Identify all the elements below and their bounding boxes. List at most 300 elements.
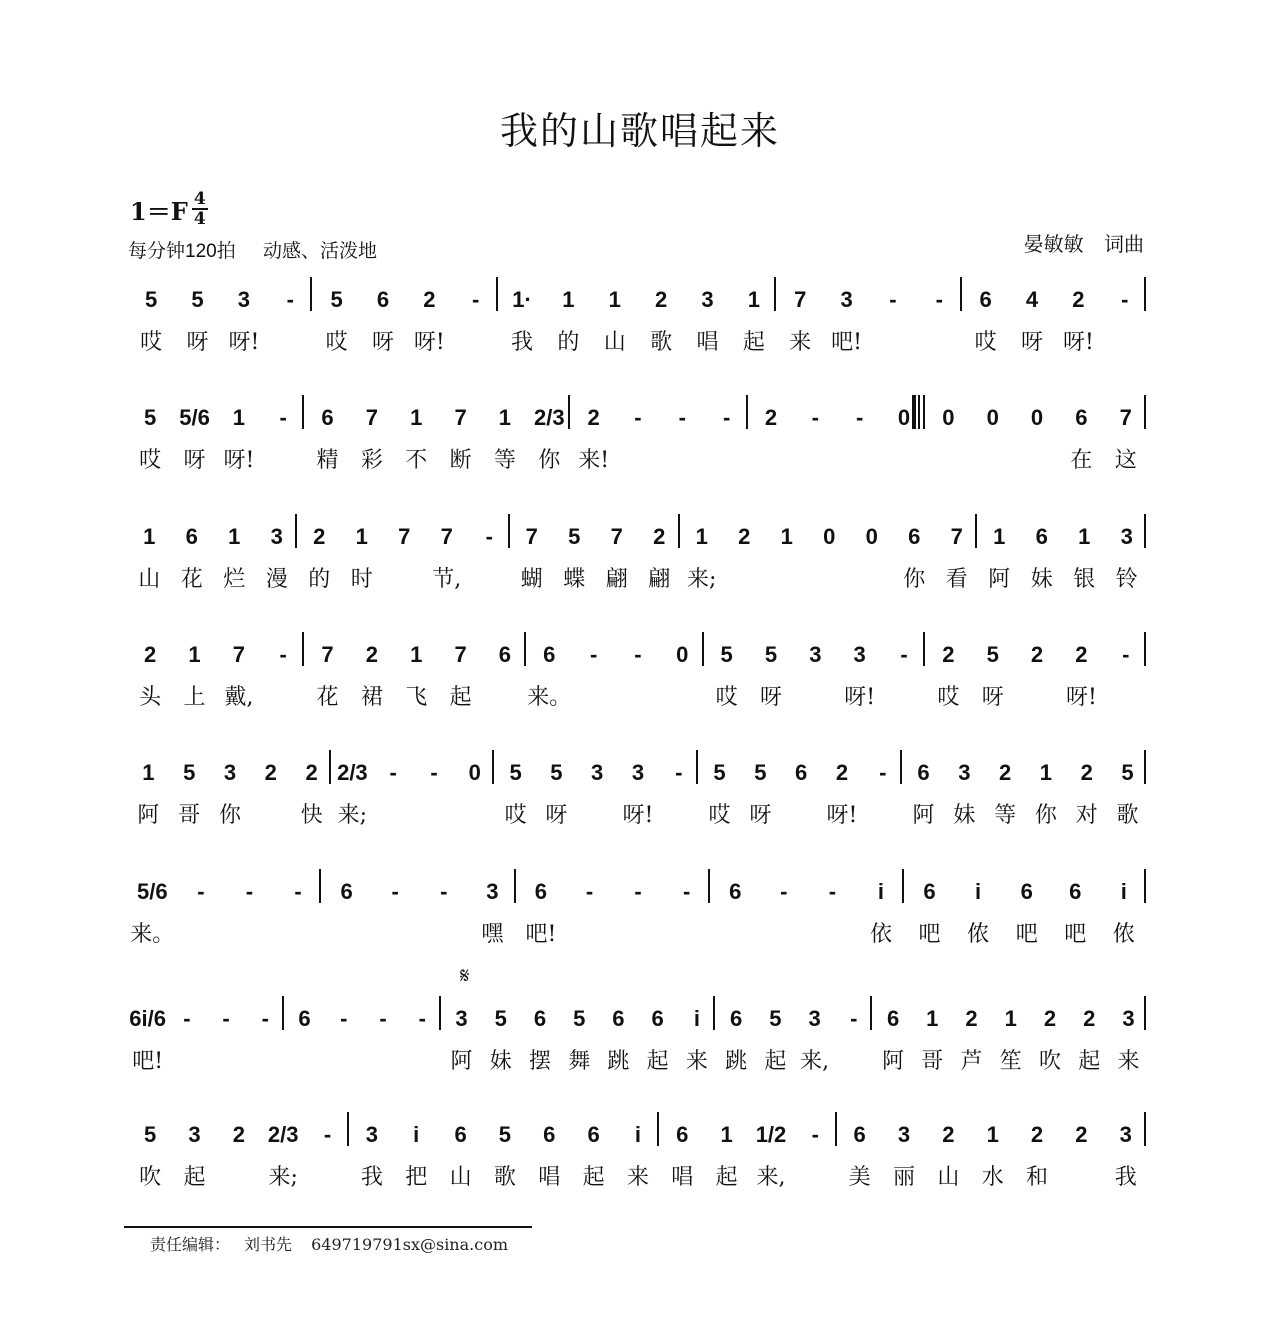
note: 2 bbox=[365, 642, 379, 667]
lyric-syllable: 吧! bbox=[132, 1049, 164, 1074]
lyric-syllable: 这 bbox=[1114, 448, 1137, 473]
score-system bbox=[0, 758, 1280, 858]
barline bbox=[713, 996, 715, 1030]
note: 4 bbox=[1025, 287, 1039, 312]
lyric-syllable bbox=[766, 562, 809, 593]
note: 6 bbox=[886, 1006, 900, 1031]
lyric-syllable bbox=[660, 680, 704, 711]
lyric-syllable: 把 bbox=[405, 1165, 428, 1190]
note: 5 bbox=[183, 760, 196, 785]
note: 2 bbox=[264, 760, 277, 785]
note: - bbox=[418, 1006, 426, 1031]
note: 2 bbox=[587, 405, 600, 430]
note: - bbox=[294, 879, 302, 904]
note: 6 bbox=[587, 1122, 600, 1147]
lyric-syllable: 飞 bbox=[405, 685, 428, 710]
note: 6 bbox=[612, 1006, 625, 1031]
note: 3 bbox=[701, 287, 714, 312]
lyric-syllable: 等 bbox=[493, 448, 516, 473]
note: 6 bbox=[533, 1006, 547, 1031]
note: 3 bbox=[631, 760, 645, 785]
note: 2 bbox=[942, 642, 955, 667]
barline bbox=[319, 869, 321, 903]
note: 6 bbox=[1069, 879, 1082, 904]
note: 5 bbox=[720, 642, 733, 667]
lyric-syllable: 来 bbox=[626, 1165, 649, 1190]
note: 2 bbox=[144, 642, 157, 667]
lyric-syllable bbox=[749, 443, 793, 474]
lyric-syllable: 我 bbox=[511, 330, 534, 355]
lyric-syllable bbox=[1015, 443, 1059, 474]
note: 1 bbox=[720, 1122, 733, 1147]
lyric-syllable bbox=[658, 798, 699, 829]
barline bbox=[975, 514, 977, 548]
barline-end bbox=[1144, 1112, 1146, 1146]
note: 6 bbox=[917, 760, 930, 785]
lyric-syllable: 来; bbox=[337, 803, 368, 828]
note: - bbox=[245, 879, 254, 904]
lyric-syllable bbox=[363, 1044, 402, 1075]
score-system bbox=[0, 640, 1280, 740]
lyric-syllable bbox=[246, 1044, 285, 1075]
note: 1 bbox=[410, 405, 423, 430]
lyric-syllable: 舞 bbox=[568, 1049, 591, 1074]
note: 3 bbox=[853, 642, 866, 667]
note: 3 bbox=[1120, 524, 1133, 549]
note: i bbox=[693, 1006, 700, 1031]
tempo-mood: 动感、活泼地 bbox=[262, 241, 377, 262]
note: 6 bbox=[534, 879, 548, 904]
note: 1 bbox=[232, 405, 245, 430]
lyric-row bbox=[128, 798, 1148, 829]
barline bbox=[900, 750, 902, 784]
note: 2 bbox=[1080, 760, 1093, 785]
lyric-syllable bbox=[1059, 1160, 1103, 1191]
lyric-row bbox=[128, 917, 1148, 948]
lyric-syllable bbox=[1102, 325, 1148, 356]
note: 1 bbox=[747, 287, 760, 312]
lyric-syllable: 蝶 bbox=[563, 567, 586, 592]
note: 5 bbox=[509, 760, 522, 785]
lyric-syllable bbox=[453, 325, 499, 356]
note: 5 bbox=[754, 760, 767, 785]
lyric-syllable bbox=[870, 325, 916, 356]
score-system bbox=[0, 522, 1280, 622]
lyric-syllable bbox=[711, 917, 760, 948]
lyric-syllable: 来 bbox=[685, 1049, 708, 1074]
note: 2 bbox=[313, 524, 326, 549]
note: - bbox=[261, 1006, 269, 1031]
lyric-syllable: 翩 bbox=[605, 567, 628, 592]
lyric-syllable: 你 bbox=[538, 448, 561, 473]
barline bbox=[439, 996, 441, 1030]
lyric-syllable: 呀 bbox=[186, 330, 209, 355]
lyric-syllable bbox=[616, 680, 660, 711]
note: - bbox=[430, 760, 438, 785]
note: - bbox=[811, 405, 819, 430]
note: 6 bbox=[376, 287, 390, 312]
lyric-syllable: 不 bbox=[405, 448, 428, 473]
lyric-syllable: 铃 bbox=[1115, 567, 1138, 592]
note: 1 bbox=[993, 524, 1006, 549]
lyric-syllable bbox=[305, 1160, 349, 1191]
lyric-row bbox=[128, 1044, 1148, 1075]
note: 6 bbox=[543, 642, 556, 667]
lyric-syllable bbox=[1104, 680, 1148, 711]
lyric-syllable: 哎 bbox=[715, 685, 738, 710]
lyric-syllable: 哎 bbox=[325, 330, 348, 355]
note: 3 bbox=[188, 1122, 201, 1147]
note: - bbox=[389, 760, 397, 785]
lyric-syllable: 山 bbox=[603, 330, 626, 355]
note: - bbox=[634, 405, 642, 430]
barline bbox=[302, 632, 304, 666]
key-signature bbox=[130, 190, 208, 228]
barline bbox=[657, 1112, 659, 1146]
lyric-syllable: 山 bbox=[937, 1165, 960, 1190]
note: 2 bbox=[423, 287, 436, 312]
lyric-syllable bbox=[414, 798, 455, 829]
note: 0 bbox=[676, 642, 689, 667]
note: i bbox=[634, 1122, 642, 1147]
lyric-syllable: 节, bbox=[432, 567, 462, 592]
note: 7 bbox=[1119, 405, 1132, 430]
footer-editor-label: 责任编辑： bbox=[150, 1235, 231, 1254]
note: - bbox=[183, 1006, 191, 1031]
note: 6 bbox=[923, 879, 936, 904]
score-system bbox=[0, 877, 1280, 977]
note: 1 bbox=[142, 760, 155, 785]
lyric-syllable: 起 bbox=[646, 1049, 669, 1074]
time-signature bbox=[192, 190, 208, 228]
note: 5 bbox=[144, 1122, 157, 1147]
lyric-syllable bbox=[177, 917, 226, 948]
note: 1 bbox=[1078, 524, 1091, 549]
note: - bbox=[811, 1122, 819, 1147]
note: - bbox=[678, 405, 686, 430]
note-row bbox=[128, 1122, 1148, 1162]
lyric-syllable: 跳 bbox=[607, 1049, 630, 1074]
note: 6 bbox=[185, 524, 198, 549]
note: 0 bbox=[1030, 405, 1044, 430]
note-row bbox=[128, 642, 1148, 682]
note: - bbox=[682, 879, 691, 904]
lyric-syllable: 妹 bbox=[1030, 567, 1053, 592]
lyric-syllable: 头 bbox=[139, 685, 162, 710]
barline bbox=[774, 277, 776, 311]
lyric-syllable bbox=[723, 562, 766, 593]
lyric-syllable: 吹 bbox=[1039, 1049, 1062, 1074]
note: 5 bbox=[1121, 760, 1134, 785]
lyric-syllable: 在 bbox=[1070, 448, 1093, 473]
lyric-syllable: 起 bbox=[449, 685, 472, 710]
note: 6 bbox=[298, 1006, 311, 1031]
note: 2 bbox=[1030, 642, 1044, 667]
note: 3 bbox=[365, 1122, 379, 1147]
lyric-syllable: 的 bbox=[557, 330, 580, 355]
note: i bbox=[413, 1122, 420, 1147]
note: - bbox=[1121, 287, 1129, 312]
note: 5 bbox=[573, 1006, 586, 1031]
note: 2 bbox=[655, 287, 668, 312]
note: - bbox=[340, 1006, 348, 1031]
footer-email: 649719791sx@sina.com bbox=[311, 1235, 508, 1254]
lyric-syllable: 呀! bbox=[826, 803, 858, 828]
note: 1 bbox=[986, 1122, 999, 1147]
lyric-syllable bbox=[225, 917, 274, 948]
lyric-syllable: 丽 bbox=[893, 1165, 916, 1190]
note-row bbox=[128, 405, 1148, 445]
lyric-syllable: 的 bbox=[308, 567, 331, 592]
lyric-syllable: 笙 bbox=[999, 1049, 1022, 1074]
note: 1/2 bbox=[755, 1122, 787, 1147]
barline bbox=[702, 632, 704, 666]
note: - bbox=[279, 405, 287, 430]
lyric-syllable bbox=[403, 1044, 442, 1075]
lyric-syllable: 跳 bbox=[725, 1049, 748, 1074]
lyric-syllable: 哥 bbox=[921, 1049, 944, 1074]
note: 6 bbox=[651, 1006, 664, 1031]
barline-end bbox=[1144, 632, 1146, 666]
barline-end bbox=[1144, 514, 1146, 548]
segno-icon: 𝄋 bbox=[460, 964, 470, 989]
lyric-syllable: 精 bbox=[316, 448, 339, 473]
note: - bbox=[222, 1006, 230, 1031]
lyric-syllable bbox=[834, 1044, 873, 1075]
lyric-syllable: 唱 bbox=[671, 1165, 694, 1190]
lyric-syllable bbox=[217, 1160, 261, 1191]
lyric-syllable: 看 bbox=[945, 567, 968, 592]
lyric-syllable: 侬 bbox=[967, 922, 990, 947]
note: 1 bbox=[410, 642, 423, 667]
lyric-syllable: 阿 bbox=[912, 803, 935, 828]
barline bbox=[508, 514, 510, 548]
lyric-syllable: 来, bbox=[800, 1049, 830, 1074]
lyric-syllable: 妹 bbox=[489, 1049, 512, 1074]
note: 1 bbox=[1004, 1006, 1017, 1031]
lyric-syllable bbox=[1015, 680, 1059, 711]
note: 2 bbox=[1075, 642, 1088, 667]
note: - bbox=[856, 405, 864, 430]
footer-editor: 刘书先 bbox=[244, 1235, 293, 1254]
lyric-syllable: 呀 bbox=[749, 803, 772, 828]
note: 7 bbox=[950, 524, 963, 549]
lyric-syllable: 对 bbox=[1075, 803, 1098, 828]
lyric-syllable: 你 bbox=[218, 803, 241, 828]
lyric-syllable: 呀! bbox=[844, 685, 876, 710]
note: i bbox=[1120, 879, 1127, 904]
lyric-syllable bbox=[468, 562, 511, 593]
lyric-syllable: 呀! bbox=[1062, 330, 1094, 355]
note: 6 bbox=[1020, 879, 1033, 904]
note: - bbox=[828, 879, 837, 904]
note: 2 bbox=[1030, 1122, 1044, 1147]
note-row bbox=[128, 760, 1148, 800]
note: 7 bbox=[398, 524, 411, 549]
lyric-syllable: 美 bbox=[848, 1165, 871, 1190]
key-tonic: 1＝F bbox=[130, 196, 188, 226]
note: 7 bbox=[365, 405, 379, 430]
note: 6 bbox=[1075, 405, 1088, 430]
lyric-syllable: 阿 bbox=[450, 1049, 473, 1074]
tempo-bpm: 每分钟120拍 bbox=[128, 241, 236, 262]
lyric-syllable: 起 bbox=[715, 1165, 738, 1190]
note: - bbox=[485, 524, 493, 549]
note: 1 bbox=[608, 287, 621, 312]
note: - bbox=[900, 642, 908, 667]
note: 2 bbox=[1075, 1122, 1088, 1147]
note: - bbox=[585, 879, 594, 904]
note: 1 bbox=[1039, 760, 1053, 785]
note: 7 bbox=[610, 524, 623, 549]
note: 5 bbox=[986, 642, 999, 667]
note: 3 bbox=[486, 879, 499, 904]
lyric-syllable bbox=[660, 443, 704, 474]
lyric-syllable: 起 bbox=[764, 1049, 787, 1074]
lyric-syllable: 哥 bbox=[178, 803, 201, 828]
lyric-syllable: 哎 bbox=[708, 803, 731, 828]
lyric-syllable bbox=[261, 443, 305, 474]
lyric-syllable: 阿 bbox=[137, 803, 160, 828]
note: 3 bbox=[270, 524, 283, 549]
lyric-syllable: 吧 bbox=[918, 922, 941, 947]
note: 6 bbox=[1035, 524, 1048, 549]
lyric-syllable: 来 bbox=[1117, 1049, 1140, 1074]
note: 1 bbox=[562, 287, 575, 312]
lyric-syllable bbox=[324, 1044, 363, 1075]
barline-end bbox=[1144, 277, 1146, 311]
lyric-syllable: 呀! bbox=[622, 803, 654, 828]
lyric-syllable bbox=[167, 1044, 206, 1075]
lyric-syllable: 起 bbox=[582, 1165, 605, 1190]
note: 5 bbox=[498, 1122, 512, 1147]
lyric-syllable: 唱 bbox=[696, 330, 719, 355]
note: 7 bbox=[232, 642, 245, 667]
note: 6i/6 bbox=[129, 1006, 166, 1031]
note: 0 bbox=[942, 405, 955, 430]
note: 2 bbox=[1083, 1006, 1096, 1031]
barline bbox=[295, 514, 297, 548]
lyric-row bbox=[128, 1160, 1148, 1191]
lyric-syllable: 嘿 bbox=[481, 922, 504, 947]
repeat-sign bbox=[912, 395, 922, 429]
score-system bbox=[0, 403, 1280, 503]
note: 6 bbox=[454, 1122, 467, 1147]
lyric-syllable: 漫 bbox=[265, 567, 288, 592]
note: - bbox=[850, 1006, 858, 1031]
note: i bbox=[975, 879, 982, 904]
note: 1 bbox=[695, 524, 708, 549]
lyric-syllable: 等 bbox=[994, 803, 1017, 828]
note: - bbox=[197, 879, 205, 904]
note: 2 bbox=[1043, 1006, 1057, 1031]
note: 2 bbox=[999, 760, 1012, 785]
footer-divider bbox=[124, 1226, 532, 1228]
barline bbox=[496, 277, 498, 311]
lyric-syllable: 来, bbox=[756, 1165, 786, 1190]
lyric-syllable: 呀! bbox=[228, 330, 260, 355]
note: 6 bbox=[676, 1122, 689, 1147]
lyric-row bbox=[128, 680, 1148, 711]
note: 7 bbox=[321, 642, 334, 667]
lyric-syllable: 哎 bbox=[140, 330, 163, 355]
note: 0 bbox=[865, 524, 878, 549]
author-name: 晏敏敏 bbox=[1023, 232, 1084, 256]
note: 3 bbox=[237, 287, 251, 312]
note: 3 bbox=[958, 760, 971, 785]
lyric-syllable: 烂 bbox=[223, 567, 246, 592]
note: 3 bbox=[1119, 1122, 1132, 1147]
note: - bbox=[379, 1006, 387, 1031]
lyric-syllable bbox=[851, 562, 894, 593]
lyric-syllable bbox=[662, 917, 711, 948]
lyric-syllable bbox=[419, 917, 468, 948]
note: 1 bbox=[188, 642, 201, 667]
note: - bbox=[440, 879, 448, 904]
barline bbox=[870, 996, 872, 1030]
lyric-syllable: 银 bbox=[1073, 567, 1096, 592]
note: 3 bbox=[808, 1006, 821, 1031]
note: 5/6 bbox=[179, 405, 210, 430]
lyric-syllable bbox=[577, 798, 618, 829]
note: - bbox=[279, 642, 287, 667]
author-credit bbox=[1010, 228, 1144, 257]
lyric-syllable: 你 bbox=[903, 567, 926, 592]
note: 1· bbox=[512, 287, 532, 312]
lyric-syllable: 阿 bbox=[988, 567, 1011, 592]
note: 1 bbox=[498, 405, 512, 430]
barline bbox=[923, 632, 925, 666]
tempo-marking bbox=[128, 236, 399, 263]
barline-end bbox=[1144, 750, 1146, 784]
lyric-syllable bbox=[571, 680, 615, 711]
note: 5 bbox=[568, 524, 581, 549]
note-row bbox=[128, 287, 1148, 327]
lyric-syllable: 妹 bbox=[953, 803, 976, 828]
note: 0 bbox=[897, 405, 911, 430]
lyric-syllable: 我 bbox=[360, 1165, 383, 1190]
lyric-syllable: 来; bbox=[268, 1165, 298, 1190]
note: 7 bbox=[454, 405, 467, 430]
note: 3 bbox=[840, 287, 853, 312]
lyric-syllable: 裙 bbox=[360, 685, 383, 710]
note: 2/3 bbox=[267, 1122, 299, 1147]
barline bbox=[696, 750, 698, 784]
note: 7 bbox=[794, 287, 807, 312]
lyric-syllable bbox=[793, 443, 837, 474]
note: 6 bbox=[979, 287, 992, 312]
note: i bbox=[877, 879, 885, 904]
score-system bbox=[0, 1120, 1280, 1220]
lyric-syllable: 哎 bbox=[937, 685, 960, 710]
note: - bbox=[1122, 642, 1130, 667]
note: 2/3 bbox=[533, 405, 565, 430]
note: 6 bbox=[340, 879, 353, 904]
lyric-syllable bbox=[882, 680, 926, 711]
lyric-syllable: 呀! bbox=[1065, 685, 1097, 710]
lyric-syllable bbox=[267, 325, 313, 356]
lyric-syllable: 断 bbox=[449, 448, 472, 473]
note: 2 bbox=[232, 1122, 245, 1147]
note: 0 bbox=[468, 760, 481, 785]
note: 5 bbox=[494, 1006, 507, 1031]
lyric-syllable: 呀 bbox=[371, 330, 394, 355]
song-title: 我的山歌唱起来 bbox=[499, 109, 780, 153]
note: 2 bbox=[835, 760, 849, 785]
lyric-syllable bbox=[793, 680, 837, 711]
lyric-syllable: 歌 bbox=[1116, 803, 1139, 828]
lyric-syllable bbox=[322, 917, 371, 948]
